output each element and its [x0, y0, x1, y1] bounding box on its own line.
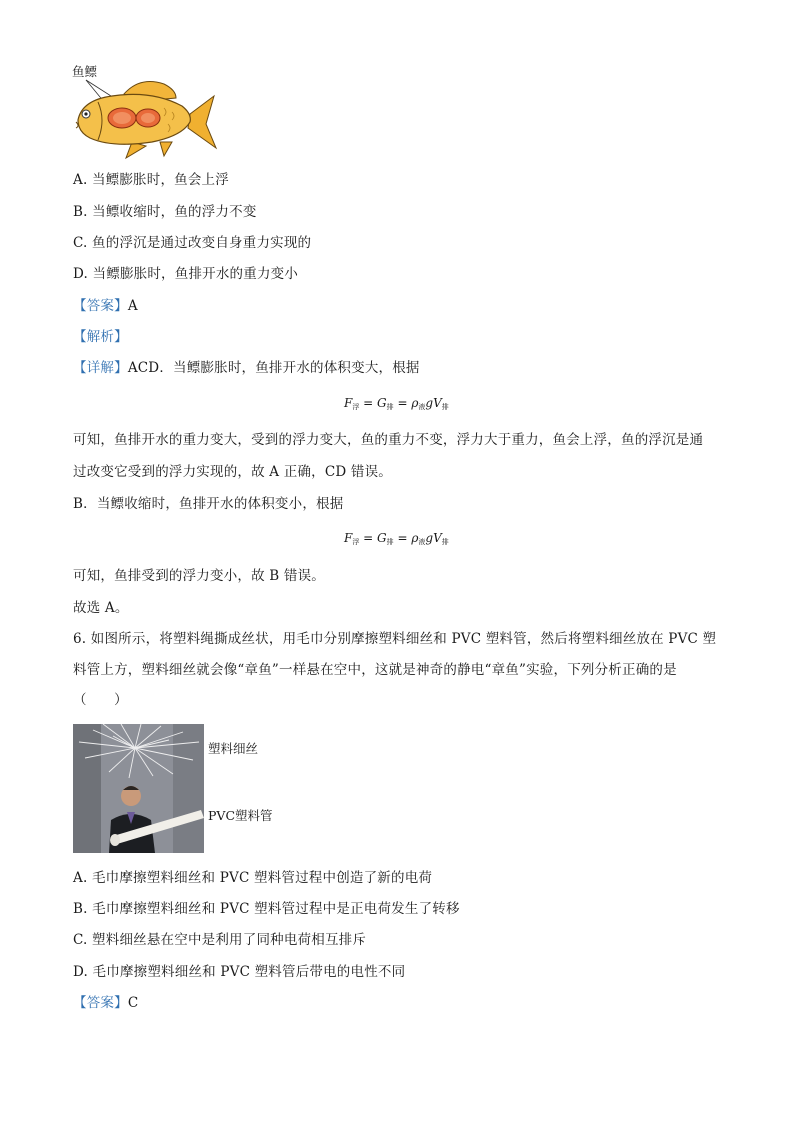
q5-detail-line2: [73, 430, 703, 450]
formula-V: V: [433, 531, 442, 545]
photo-scene: [73, 724, 204, 853]
q6-stem-text: 料管上方，塑料细丝就会像“章鱼”一样悬在空中，这就是神奇的静电“章鱼”实验，下列分析正确的是: [73, 662, 677, 678]
option-text: 塑料细丝悬在空中是利用了同种电荷相互排斥: [92, 932, 367, 948]
option-text: 鱼的浮沉是通过改变自身重力实现的: [92, 235, 312, 251]
formula-G: G: [377, 531, 387, 545]
q5-detail-line4: [73, 494, 343, 514]
q5-option-d: [73, 264, 298, 284]
formula-G-sub: 排: [386, 403, 394, 411]
option-text: 当鳔膨胀时，鱼会上浮: [91, 172, 229, 188]
q6-stem-line3: [73, 690, 128, 710]
q5-answer: [73, 296, 138, 316]
formula-F: F: [344, 531, 353, 545]
option-text: 毛巾摩擦塑料细丝和 PVC 塑料管过程中创造了新的电荷: [91, 870, 433, 886]
formula-F: F: [344, 396, 353, 410]
detail-text: 可知，鱼排受到的浮力变小，故 B 错误。: [73, 568, 326, 584]
formula-g: g: [425, 396, 434, 410]
option-letter: B.: [73, 901, 88, 917]
electrostatic-octopus-photo: [73, 724, 204, 853]
q5-option-c: [73, 233, 311, 253]
formula-V: V: [433, 396, 442, 410]
q5-analysis-heading: [73, 327, 128, 347]
q5-detail-line3: [73, 462, 392, 482]
fish-figure: [72, 62, 222, 162]
q6-stem-line2: [73, 660, 677, 680]
option-letter: D.: [73, 266, 89, 282]
option-letter: B.: [73, 204, 88, 220]
detail-tag: 【详解】: [73, 360, 128, 376]
photo-label-filament: 塑料细丝: [208, 741, 259, 756]
fish-bladder-label: 鱼鳔: [72, 64, 98, 79]
option-letter: C.: [73, 932, 88, 948]
q6-stem-line1: [73, 629, 716, 649]
q6-stem-text: （ ）: [73, 692, 128, 708]
answer-value: C: [127, 995, 139, 1011]
detail-text: 过改变它受到的浮力实现的，故 A 正确，CD 错误。: [73, 464, 392, 480]
option-text: 毛巾摩擦塑料细丝和 PVC 塑料管后带电的电性不同: [92, 964, 406, 980]
detail-text: 可知，鱼排开水的重力变大，受到的浮力变大，鱼的重力不变，浮力大于重力，鱼会上浮，鱼的浮沉是通: [73, 432, 704, 448]
q5-detail-line6: [73, 598, 129, 618]
q6-option-a: [73, 868, 432, 888]
analysis-tag: 【解析】: [73, 329, 128, 345]
q5-option-b: [73, 202, 257, 222]
q6-option-b: [73, 899, 460, 919]
option-text: 当鳔收缩时，鱼的浮力不变: [92, 204, 257, 220]
option-letter: A.: [73, 172, 88, 188]
formula-G-sub: 排: [386, 538, 394, 546]
option-letter: D.: [73, 964, 89, 980]
buoyancy-formula-1: $F_浮 = G_排 = \rho_液gV_排$: [344, 396, 449, 411]
formula-g: g: [425, 531, 434, 545]
answer-value: A: [127, 298, 138, 314]
formula-rho-sub: 液: [418, 403, 426, 411]
formula-F-sub: 浮: [352, 538, 360, 546]
option-text: 毛巾摩擦塑料细丝和 PVC 塑料管过程中是正电荷发生了转移: [92, 901, 460, 917]
answer-tag: 【答案】: [73, 298, 128, 314]
formula-V-sub: 排: [441, 538, 449, 546]
formula-rho: ρ: [411, 531, 419, 545]
option-letter: A.: [73, 870, 88, 886]
q6-option-c: [73, 930, 366, 950]
q6-option-d: [73, 962, 405, 982]
answer-tag: 【答案】: [73, 995, 128, 1011]
photo-label-tube: PVC塑料管: [208, 808, 273, 823]
formula-G: G: [377, 396, 387, 410]
formula-rho: ρ: [411, 396, 419, 410]
fish-illustration: [72, 62, 222, 162]
detail-text: ACD．当鳔膨胀时，鱼排开水的体积变大，根据: [127, 360, 420, 376]
formula-rho-sub: 液: [418, 538, 426, 546]
q5-detail-line1: [73, 358, 420, 378]
q6-answer: [73, 993, 138, 1013]
detail-text: B．当鳔收缩时，鱼排开水的体积变小，根据: [73, 496, 344, 512]
detail-text: 故选 A。: [73, 600, 129, 616]
option-letter: C.: [73, 235, 88, 251]
formula-V-sub: 排: [441, 403, 449, 411]
q5-detail-line5: [73, 566, 325, 586]
formula-F-sub: 浮: [352, 403, 360, 411]
option-text: 当鳔膨胀时，鱼排开水的重力变小: [92, 266, 299, 282]
q5-option-a: [73, 170, 229, 190]
q6-stem-text: 6. 如图所示，将塑料绳撕成丝状，用毛巾分别摩擦塑料细丝和 PVC 塑料管，然后将塑料细丝放在 PVC 塑: [73, 631, 717, 647]
buoyancy-formula-2: $F_浮 = G_排 = \rho_液gV_排$: [344, 531, 449, 546]
